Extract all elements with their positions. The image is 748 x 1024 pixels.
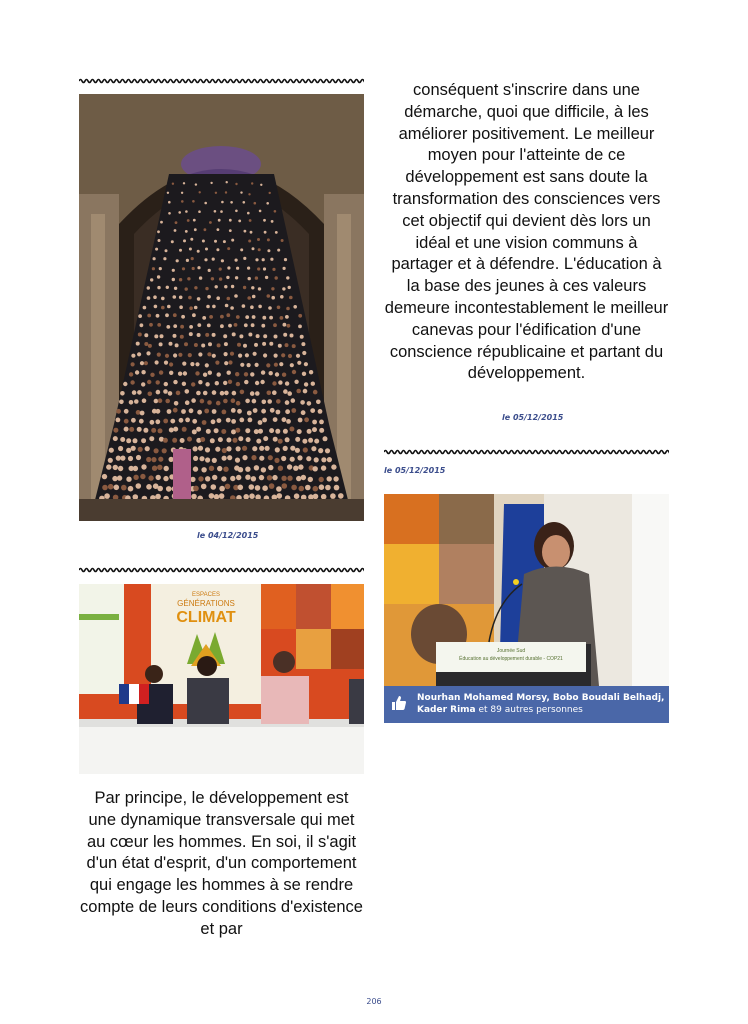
photo-date-caption: le 05/12/2015 (384, 466, 446, 475)
banner-text-line2: GÉNÉRATIONS (177, 599, 235, 608)
likes-text (417, 692, 667, 716)
banner-text-line1: ESPACES (192, 592, 220, 598)
likes-names[interactable]: Nourhan Mohamed Morsy, Bobo Boudali Belhadj, Kader Rima (417, 693, 665, 715)
body-paragraph-right: conséquent s'inscrire dans une démarche, quoi que difficile, à les améliorer positivement. Le meilleur moyen pour l'atteinte de ce développement est sans doute la transformation des consciences vers cet objectif qui devient dès lors un idéal et une vision communs à partager et à défendre. L'éducation à la base des jeunes à ces valeurs demeure incontestablement le meilleur canevas pour l'édification d'une conscience républicaine et partant du développement. (384, 81, 669, 383)
wavy-divider (79, 77, 364, 85)
group-staircase-photo (79, 94, 364, 521)
speaker-podium-photo (384, 494, 669, 686)
wavy-divider (384, 448, 669, 456)
climate-panel-photo (79, 584, 364, 774)
facebook-likes-bar (384, 686, 669, 723)
page-number: 206 (366, 997, 382, 1006)
podium-sign-line1: Journée Sud (496, 648, 526, 654)
podium-sign-line2: Éducation au développement durable - COP21 (459, 656, 563, 662)
text-date-caption: le 05/12/2015 (502, 413, 564, 422)
wavy-divider (79, 566, 364, 574)
banner-text-line3: CLIMAT (176, 609, 236, 626)
body-paragraph-left: Par principe, le développement est une dynamique transversale qui met au cœur les hommes. En soi, il s'agit d'un état d'esprit, d'un comportement qui engage les hommes à se rendre compte de leurs conditions d'existence et par (80, 789, 363, 938)
thumbs-up-icon (390, 694, 408, 712)
photo-date-caption: le 04/12/2015 (197, 531, 259, 540)
likes-others[interactable]: et 89 autres personnes (475, 705, 583, 715)
